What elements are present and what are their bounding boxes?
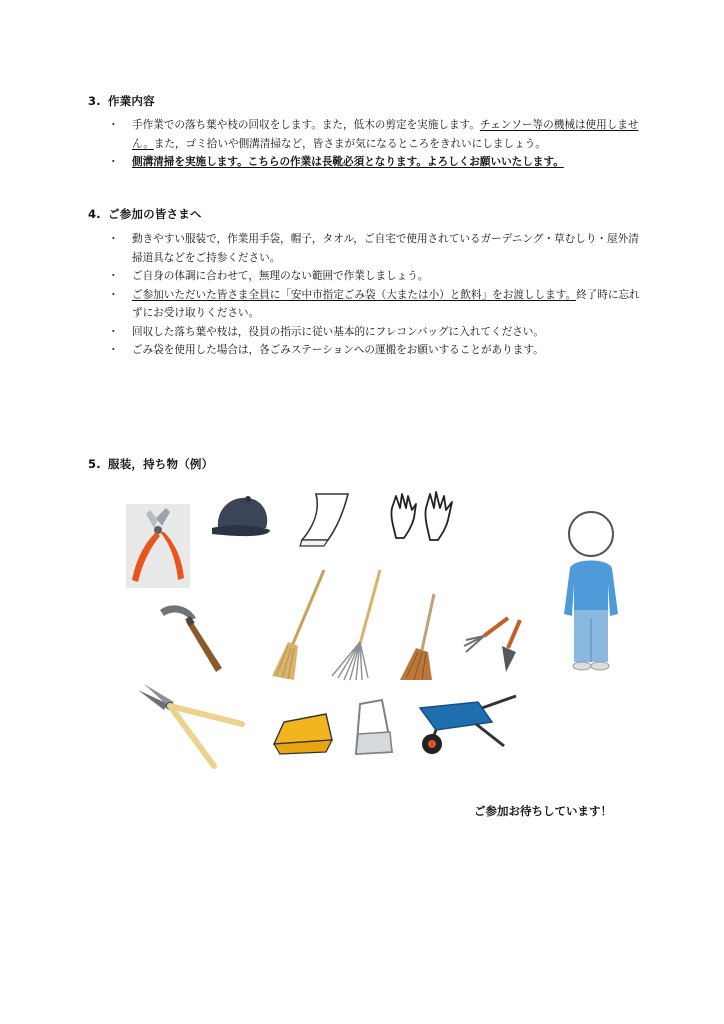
closing-message: ご参加お待ちしています！ bbox=[474, 804, 612, 818]
item-text: 終了時に忘れずにお受け取りください。 bbox=[132, 288, 640, 319]
section-number: 3. bbox=[88, 94, 101, 108]
list-item bbox=[108, 267, 648, 286]
section-4-heading bbox=[88, 206, 202, 222]
section-title: 作業内容 bbox=[108, 94, 155, 108]
bullet-glyph: ・ bbox=[108, 270, 119, 282]
section-3-list bbox=[108, 116, 648, 172]
bullet-glyph: ・ bbox=[108, 344, 119, 356]
bullet-glyph: ・ bbox=[108, 233, 119, 245]
section-title: 服装，持ち物（例） bbox=[108, 457, 214, 471]
list-item bbox=[108, 230, 648, 267]
work-gloves-icon bbox=[386, 488, 458, 544]
bullet-glyph: ・ bbox=[108, 156, 119, 168]
item-text: また，ゴミ拾いや側溝清掃など，皆さまが気になるところをきれいにしましょう。 bbox=[153, 137, 546, 150]
list-item bbox=[108, 153, 648, 172]
bamboo-broom-icon bbox=[268, 568, 332, 684]
standing-dustpan-icon bbox=[352, 698, 396, 756]
list-item bbox=[108, 341, 648, 360]
dustpan-icon bbox=[270, 710, 336, 756]
item-text: 動きやすい服装で，作業用手袋，帽子，タオル，ご自宅で使用されているガーデニング・草むしり・屋外清掃道具などをご持参ください。 bbox=[132, 233, 639, 264]
item-text: ご自身の体調に合わせて，無理のない範囲で作業しましょう。 bbox=[132, 270, 429, 282]
towel-icon bbox=[298, 490, 354, 548]
important-notice: 側溝清掃を実施します。こちらの作業は長靴必須となります。よろしくお願いいたします。 bbox=[132, 156, 564, 168]
section-3-heading bbox=[88, 93, 155, 109]
hedge-shears-icon bbox=[134, 680, 246, 770]
item-text: 回収した落ち葉や枝は，役員の指示に従い基本的にフレコンバッグに入れてください。 bbox=[132, 325, 544, 338]
sickle-icon bbox=[156, 600, 230, 674]
list-item bbox=[108, 286, 648, 323]
section-title: ご参加の皆さまへ bbox=[108, 207, 202, 221]
broom-icon bbox=[396, 592, 444, 684]
person-outfit-icon bbox=[558, 510, 624, 674]
section-4-list bbox=[108, 230, 648, 360]
item-text: 手作業での落ち葉や枝の回収をします。また，低木の剪定を実施します。 bbox=[132, 119, 480, 131]
underlined-notice: チェンソー等の機械は使用しません。 bbox=[132, 119, 639, 150]
section-number: 4. bbox=[88, 207, 101, 221]
item-text: ごみ袋を使用した場合は，各ごみステーションへの運搬をお願いすることがあります。 bbox=[132, 344, 544, 356]
pruning-shears-icon bbox=[126, 504, 190, 588]
list-item bbox=[108, 323, 648, 342]
bullet-glyph: ・ bbox=[108, 119, 119, 131]
wheelbarrow-icon bbox=[416, 688, 520, 758]
cap-icon bbox=[208, 494, 272, 542]
leaf-rake-icon bbox=[328, 568, 388, 684]
list-item bbox=[108, 116, 648, 153]
bullet-glyph: ・ bbox=[108, 288, 119, 301]
section-5-heading bbox=[88, 456, 213, 472]
bullet-glyph: ・ bbox=[108, 325, 119, 338]
underlined-notice: ご参加いただいた皆さま全員に「安中市指定ごみ袋（大または小）と飲料」をお渡しします。 bbox=[132, 288, 577, 301]
hand-trowel-and-rake-icon bbox=[458, 614, 528, 676]
section-number: 5. bbox=[88, 457, 101, 471]
